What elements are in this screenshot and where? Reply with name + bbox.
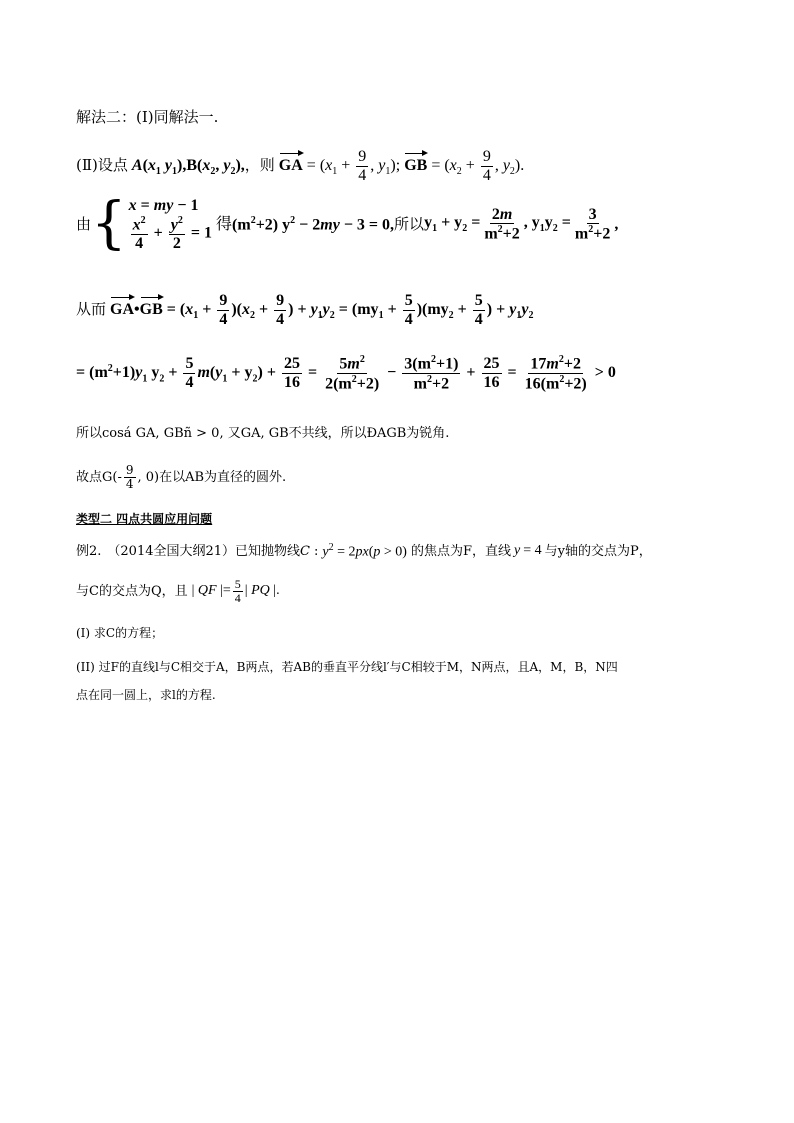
left-brace: {	[91, 191, 127, 257]
example-line2: 与C的交点为Q，且 | QF |= $\frac{5}{4}$ | PQ |.	[76, 577, 280, 606]
part2-then: ，则	[244, 155, 275, 174]
solution2-title: 解法二：(Ⅰ)同解法一.	[76, 108, 219, 126]
so-label: 所以	[394, 215, 425, 234]
dot-product-line2: = $(m^2+1)y_1$ $y_2$ + $\frac{5}{4}$ $m(y_1 + y_2)$ + $\frac{25}{16}$ = $\frac{5m^2}{2(m^2+2)}$ − $\frac{3(m^2+1)}{m^2+2}$ + $\frac{25}{16}$ = $\frac{17m^2+2}{16(m^2+2)}$ > 0	[76, 354, 616, 393]
system-equation: 由 { x = my − 1 $\frac{x^2}{4}$ + $\frac{y^2}{2}$ = 1 得 $(m^2+2) y^2 - 2my - 3 = 0$, 所以 $y_1 + y_2$ = $\frac{2m}{m^2+2}$ , $y_1y_2$ = $\frac{3}{m^2+2}$ ,	[76, 191, 619, 257]
hence-label: 从而	[76, 299, 107, 318]
cos-conclusion: 所以cosá GA, GBñ > 0, 又GA, GB不共线，所以ÐAGB为锐角.	[76, 426, 450, 441]
question-1: (I) 求C的方程；	[76, 626, 164, 640]
section-title: 类型二 四点共圆应用问题	[76, 512, 213, 526]
get-label: 得	[216, 215, 233, 233]
question-2-line1: (II) 过F的直线l与C相交于A，B两点，若AB的垂直平分线l′与C相较于M，N两点，且A，M，B，N四	[76, 660, 618, 674]
part2-setup: (Ⅱ)设点 $A(x_1$ $y_1),B(x_2$, $y_2$),，则 GA = ($x_1$ + $\frac{9}{4}$ , $y_1$); GB = ($x_2$ + $\frac{9}{4}$ , $y_2$).	[76, 148, 525, 184]
from-label: 由	[76, 215, 92, 234]
dot-product-line1: 从而 GA•GB = ($x_1$ + $\frac{9}{4}$ )($x_2$ + $\frac{9}{4}$ ) + $y_1y_2 = (my_1$ + $\frac{5}{4}$ )($my_2$ + $\frac{5}{4}$ ) + $y_1y_2$	[76, 292, 534, 328]
part2-label: (Ⅱ)设点	[76, 155, 128, 174]
example-line1: 例2. （2014全国大纲21）已知抛物线 C : $y^2 = 2px(p > 0)$ 的焦点为F，直线 y = 4 与y轴的交点为P，	[76, 542, 652, 560]
question-2-line2: 点在同一圆上，求l的方程.	[76, 688, 216, 702]
point-conclusion: 故点G(- $\frac{9}{4}$ , 0)在以AB为直径的圆外.	[76, 463, 287, 492]
